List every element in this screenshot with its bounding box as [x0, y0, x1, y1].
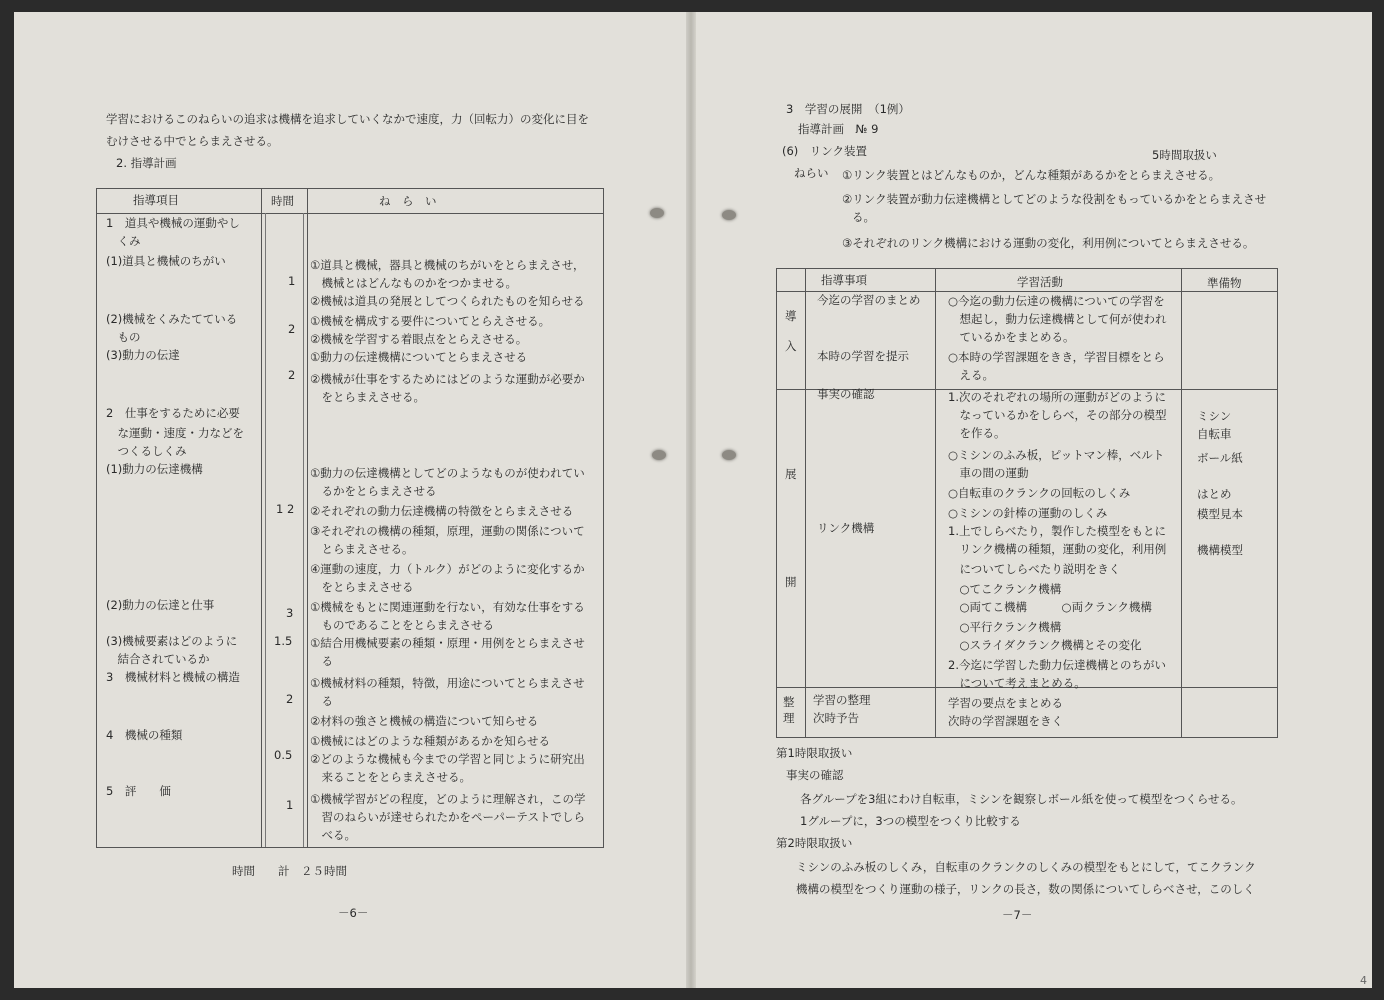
item: 今迄の学習のまとめ — [817, 293, 921, 307]
table-item: 4 機械の種類 — [106, 728, 183, 742]
activity-line: ○自転車のクランクの回転のしくみ — [948, 486, 1131, 500]
activity-line: ○ミシンのふみ板，ピットマン棒，ベルト — [948, 448, 1165, 462]
aim-line: ②機械は道具の発展としてつくられたものを知らせる — [310, 294, 585, 308]
aim-line: 来ることをとらまえさせる。 — [310, 770, 471, 784]
aim-line: ④運動の速度，力（トルク）がどのように変化するか — [310, 562, 585, 576]
header-materials: 準備物 — [1207, 276, 1242, 290]
header-hours: 時間 — [271, 194, 294, 208]
aims-label: ねらい — [794, 166, 829, 180]
aim-line: ②リンク装置が動力伝達機構としてどのような役割をもっているかをとらまえさせ — [842, 192, 1267, 206]
activity-line: 次時の学習課題をきく — [948, 714, 1063, 728]
note-line: 1グループに，3つの模型をつくり比較する — [800, 814, 1021, 828]
aim-line: とらまえさせる。 — [310, 542, 414, 556]
aim-line: ①機械にはどのような種類があるかを知らせる — [310, 734, 550, 748]
activity-line: 車の間の運動 — [948, 466, 1029, 480]
activity-line: ○ミシンの針棒の運動のしくみ — [948, 506, 1108, 520]
note-line: 第2時限取扱い — [776, 836, 853, 850]
activity-line: 2.今迄に学習した動力伝達機構とのちがい — [948, 658, 1166, 672]
hours-cell: 1 2 — [276, 502, 295, 516]
plan-number: 指導計画 № 9 — [798, 122, 879, 136]
stage-label: 入 — [785, 339, 797, 353]
table-item: (1)道具と機械のちがい — [106, 254, 226, 268]
activity-line: ○スライダクランク機構とその変化 — [948, 638, 1142, 652]
material: ミシン — [1197, 409, 1232, 423]
activity-line: を作る。 — [948, 426, 1006, 440]
aim-line: 習のねらいが達せられたかをペーパーテストでしら — [310, 810, 585, 824]
activity-line: 学習の要点をまとめる — [948, 696, 1063, 710]
table-item: もの — [106, 330, 141, 344]
table-item: くみ — [106, 234, 141, 248]
section-heading: 2. 指導計画 — [116, 156, 177, 170]
header-item: 指導項目 — [133, 193, 179, 207]
hours-cell: 2 — [288, 368, 296, 382]
table-item: (3)機械要素はどのように — [106, 634, 238, 648]
aim-line: 機械とはどんなものかをつかませる。 — [310, 276, 517, 290]
unit-hours: 5時間取扱い — [1152, 148, 1217, 162]
activity-line: ○本時の学習課題をきき，学習目標をとら — [948, 350, 1165, 364]
note-line: 第1時限取扱い — [776, 746, 853, 760]
activity-line: ○平行クランク機構 — [948, 620, 1062, 634]
note-line: ミシンのふみ板のしくみ，自転車のクランクのしくみの模型をもとにして，てこクランク — [796, 860, 1256, 874]
aim-line: る — [310, 694, 333, 708]
item: 本時の学習を提示 — [817, 349, 909, 363]
aim-line: ②機械を学習する着眼点をとらえさせる。 — [310, 332, 528, 346]
header-aims: ね ら い — [379, 194, 437, 208]
aim-line: ②機械が仕事をするためにはどのような運動が必要か — [310, 372, 585, 386]
aim-line: ①動力の伝達機構についてとらまえさせる — [310, 350, 528, 364]
aim-line: ①道具と機械，器具と機械のちがいをとらまえさせ， — [310, 258, 585, 272]
header-activity: 学習活動 — [1017, 275, 1063, 289]
material: ボール紙 — [1197, 451, 1243, 465]
aim-line: ③それぞれの機構の種類，原理，運動の関係について — [310, 524, 585, 538]
hours-cell: 1.5 — [274, 634, 293, 648]
binding-hole — [722, 450, 736, 460]
activity-line: ○てこクランク機構 — [948, 582, 1062, 596]
hours-cell: 2 — [286, 692, 294, 706]
table-item: 結合されているか — [106, 652, 210, 666]
stage-label: 開 — [785, 575, 797, 589]
stage-label: 展 — [785, 467, 797, 481]
binding-hole — [722, 210, 736, 220]
aim-line: ①結合用機械要素の種類・原理・用例をとらまえさせ — [310, 636, 585, 650]
table-item: (2)機械をくみたてている — [106, 312, 238, 326]
section-heading: 3 学習の展開 （1例） — [786, 102, 910, 116]
book-fold — [686, 12, 696, 988]
activity-line: える。 — [948, 368, 994, 382]
aim-line: るかをとらまえさせる — [310, 484, 437, 498]
total-hours: 時間 計 ２５時間 — [232, 864, 347, 878]
aim-line: ものであることをとらまえさせる — [310, 618, 494, 632]
activity-line: 1.上でしらべたり，製作した模型をもとに — [948, 524, 1166, 538]
activity-line: リンク機構の種類，運動の変化，利用例 — [948, 542, 1167, 556]
activity-line: なっているかをしらべ，その部分の模型 — [948, 408, 1167, 422]
activity-line: ○今迄の動力伝達の機構についての学習を — [948, 294, 1165, 308]
activity-line: について考えまとめる。 — [948, 676, 1086, 690]
table-item: 2 仕事をするために必要 — [106, 406, 240, 420]
stage-label: 導 — [785, 309, 797, 323]
stage-label: 理 — [783, 711, 795, 725]
aim-line: ②どのような機械も今までの学習と同じように研究出 — [310, 752, 585, 766]
aim-line: ②材料の強さと機械の構造について知らせる — [310, 714, 539, 728]
aim-line: をとらまえさせる — [310, 580, 414, 594]
intro-text: 学習におけるこのねらいの追求は機構を追求していくなかで速度，力（回転力）の変化に目を — [106, 112, 589, 126]
aim-line: をとらまえさせる。 — [310, 390, 425, 404]
table-item: 1 道具や機械の運動やし — [106, 216, 240, 230]
aim-line: る。 — [852, 210, 875, 224]
note-line: 各グループを3組にわけ自転車，ミシンを観察しボール紙を使って模型をつくらせる。 — [800, 792, 1243, 806]
item: 学習の整理 — [813, 693, 871, 707]
material: はとめ — [1197, 487, 1232, 501]
table-item: (1)動力の伝達機構 — [106, 462, 203, 476]
binding-hole — [650, 208, 664, 218]
hours-cell: 1 — [286, 798, 294, 812]
binding-hole — [652, 450, 666, 460]
table-item: (2)動力の伝達と仕事 — [106, 598, 215, 612]
corner-mark: 4 — [1360, 974, 1367, 987]
activity-line: 1.次のそれぞれの場所の運動がどのように — [948, 390, 1166, 404]
table-item: 3 機械材料と機械の構造 — [106, 670, 240, 684]
item: 次時予告 — [813, 711, 859, 725]
aim-line: ①機械学習がどの程度，どのように理解され，この学 — [310, 792, 586, 806]
hours-cell: 1 — [288, 274, 296, 288]
aim-line: ②それぞれの動力伝達機構の特徴をとらまえさせる — [310, 504, 574, 518]
unit-title: (6) リンク装置 — [782, 144, 868, 158]
table-item: (3)動力の伝達 — [106, 348, 180, 362]
aim-line: る — [310, 654, 333, 668]
page-number: －7－ — [1002, 908, 1033, 922]
header-item: 指導事項 — [821, 273, 867, 287]
material: 模型見本 — [1197, 507, 1243, 521]
stage-label: 整 — [783, 695, 795, 709]
item: 事実の確認 — [817, 387, 875, 401]
hours-cell: 2 — [288, 322, 296, 336]
activity-line: ているかをまとめる。 — [948, 330, 1075, 344]
intro-text: むけさせる中でとらまえさせる。 — [106, 134, 279, 148]
aim-line: べる。 — [310, 828, 356, 842]
activity-line: ○両てこ機構 ○両クランク機構 — [948, 600, 1152, 614]
page-number: －6－ — [338, 906, 369, 920]
aim-line: ①リンク装置とはどんなものか，どんな種類があるかをとらまえさせる。 — [842, 168, 1221, 182]
hours-cell: 0.5 — [274, 748, 293, 762]
material: 機構模型 — [1197, 543, 1243, 557]
table-item: 5 評 価 — [106, 784, 171, 798]
aim-line: ①機械材料の種類，特徴，用途についてとらまえさせ — [310, 676, 585, 690]
material: 自転車 — [1197, 427, 1232, 441]
table-item: つくるしくみ — [106, 444, 187, 458]
note-line: 事実の確認 — [786, 768, 844, 782]
hours-cell: 3 — [286, 606, 294, 620]
activity-line: 想起し，動力伝達機構として何が使われ — [948, 312, 1167, 326]
note-line: 機構の模型をつくり運動の様子，リンクの長さ，数の関係についてしらべさせ，このしく — [796, 882, 1255, 896]
aim-line: ③それぞれのリンク機構における運動の変化，利用例についてとらまえさせる。 — [842, 236, 1255, 250]
aim-line: ①機械をもとに関連運動を行ない，有効な仕事をする — [310, 600, 585, 614]
table-item: な運動・速度・力などを — [106, 426, 244, 440]
item: リンク機構 — [817, 521, 875, 535]
aim-line: ①機械を構成する要件についてとらえさせる。 — [310, 314, 551, 328]
activity-line: についてしらべたり説明をきく — [948, 562, 1121, 576]
aim-line: ①動力の伝達機構としてどのようなものが使われてい — [310, 466, 585, 480]
